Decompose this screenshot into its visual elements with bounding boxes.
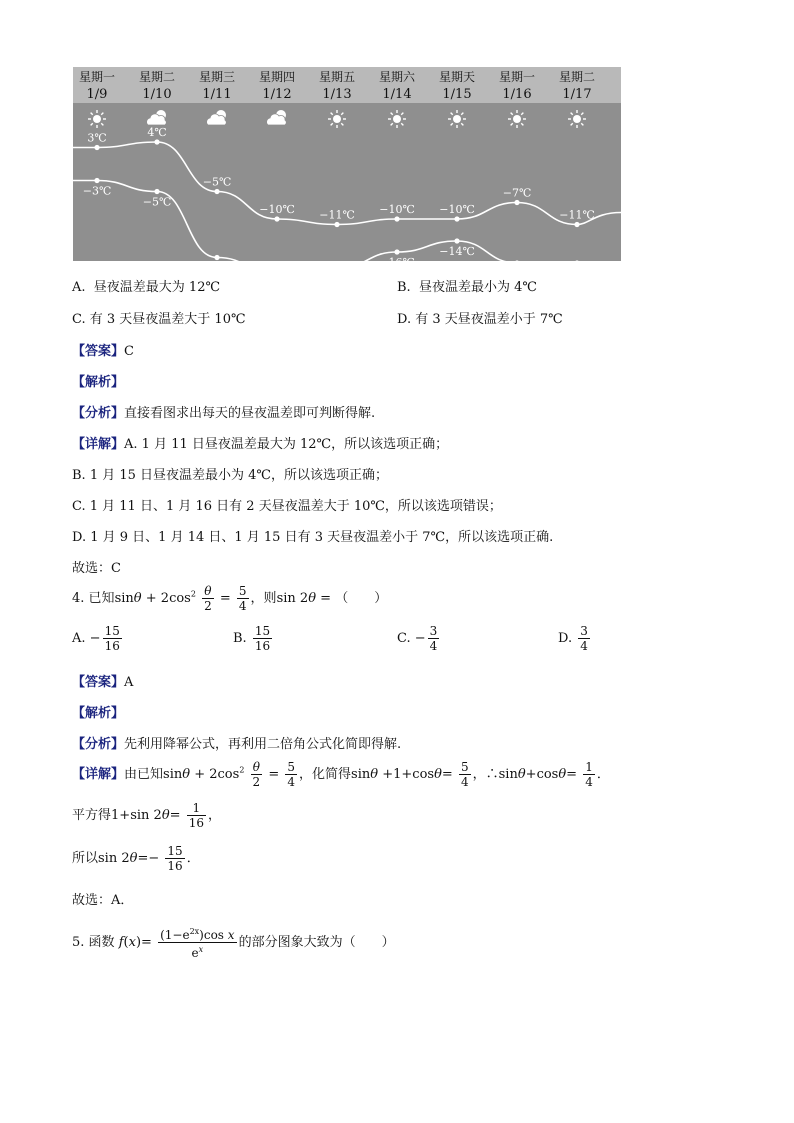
denominator: 4 <box>460 775 469 789</box>
var-x: x <box>128 935 136 950</box>
high-temp-label: 4℃ <box>147 126 167 139</box>
date-label: 1/16 <box>502 87 532 102</box>
plus: + <box>401 767 413 782</box>
numerator: θ <box>202 584 214 599</box>
weekday-label: 星期六 <box>378 70 416 84</box>
denominator: 4 <box>429 639 438 653</box>
date-label: 1/15 <box>442 87 472 102</box>
numerator: 1 <box>187 801 206 816</box>
exponent: 2x <box>189 927 200 936</box>
fenxi-tag: 【分析】 <box>72 406 125 421</box>
fraction-5-4 <box>459 760 471 789</box>
cos-text: cos <box>536 767 559 782</box>
fraction-3-4 <box>578 624 590 653</box>
high-temp-point <box>274 216 279 221</box>
option-letter: C. <box>397 631 411 646</box>
denominator: 16 <box>167 859 183 873</box>
coef: 2 <box>153 808 162 823</box>
numerator: 5 <box>460 760 469 774</box>
q3-option-d <box>397 308 563 327</box>
q3-option-a <box>72 276 220 295</box>
high-temp-label: −5℃ <box>202 175 232 189</box>
option-letter: C. <box>72 312 86 327</box>
one: 1 <box>111 808 120 823</box>
date-label: 1/14 <box>382 87 412 102</box>
q3-analysis-heading <box>72 371 124 390</box>
numerator: 15 <box>104 624 120 638</box>
q4-option-a <box>72 624 124 653</box>
date-label: 1/9 <box>86 87 108 102</box>
fraction-theta-2 <box>202 584 214 613</box>
denominator: 4 <box>238 599 247 613</box>
therefore-symbol: ∴ <box>485 767 499 782</box>
stem-text: 函数 <box>88 935 115 950</box>
high-temp-label: −10℃ <box>439 203 475 216</box>
date-label: 1/11 <box>202 87 232 102</box>
stem-text: ，则 <box>250 591 277 606</box>
minus: − <box>414 631 426 646</box>
q3-answer <box>72 340 134 359</box>
theta: θ <box>133 591 142 606</box>
sun-icon <box>328 110 346 128</box>
weekday-label: 星期二 <box>138 70 176 84</box>
answer-tag: 【答案】 <box>72 344 125 359</box>
option-letter: B. <box>233 631 247 646</box>
fenxi-tag: 【分析】 <box>72 737 125 752</box>
exponent: x <box>198 945 204 954</box>
xiangjie-line-a: A. 1 月 11 日昼夜温差最大为 12℃，所以该选项正确； <box>124 437 449 452</box>
theta: θ <box>129 851 138 866</box>
cos-text: cos <box>169 591 191 606</box>
low-temp-label: −18℃ <box>559 267 595 280</box>
q4-choose: 故选：A． <box>72 893 134 908</box>
date-label: 1/17 <box>562 87 592 102</box>
low-temp-point <box>214 255 219 260</box>
weekday-label: 星期天 <box>438 70 476 84</box>
question-number: 4. <box>72 591 85 606</box>
denominator: 16 <box>104 639 120 653</box>
analysis-tag: 【解析】 <box>72 375 125 390</box>
q3-fenxi <box>72 402 375 421</box>
q4-answer <box>72 671 133 690</box>
option-letter: A. <box>72 631 86 646</box>
text: 由已知 <box>124 767 164 782</box>
weekday-label: 星期二 <box>558 70 596 84</box>
high-temp-point <box>514 200 519 205</box>
weekday-label: 星期三 <box>198 70 236 84</box>
question-number: 5. <box>72 935 85 950</box>
option-letter: A. <box>72 280 86 295</box>
q5-stem: 5. 函数 f(x)= $\frac{(1-e^{2x})\cos x}{e^x}$ 的部分图象大致为（ ） <box>72 927 395 960</box>
low-temp-point <box>334 266 339 271</box>
sun-icon <box>448 110 466 128</box>
numerator: θ <box>251 760 263 775</box>
numerator: 3 <box>580 624 588 638</box>
high-temp-label: 3℃ <box>87 131 107 145</box>
fraction-5-4 <box>285 760 297 789</box>
weekday-label: 星期五 <box>318 70 356 84</box>
high-temp-label: −7℃ <box>502 186 532 200</box>
low-temp-point <box>274 271 279 276</box>
minus: − <box>148 851 160 866</box>
fenxi-text: 直接看图求出每天的昼夜温差即可判断得解. <box>124 406 376 421</box>
xiangjie-line-c: C. 1 月 11 日、1 月 16 日有 2 天昼夜温差大于 10℃，所以该选项错误； <box>72 499 502 514</box>
numerator: 3 <box>429 624 438 638</box>
q4-result-line <box>72 844 200 873</box>
text: 所以 <box>72 851 99 866</box>
high-temp-label: −10℃ <box>259 203 295 216</box>
numerator: 15 <box>167 844 183 858</box>
theta: θ <box>182 767 191 782</box>
low-temp-label: −17℃ <box>199 261 235 275</box>
e: e <box>191 946 199 960</box>
fraction-15-16 <box>253 624 272 653</box>
high-temp-point <box>334 222 339 227</box>
theta: θ <box>161 808 170 823</box>
low-temp-label: −18℃ <box>499 267 535 280</box>
option-letter: B. <box>397 280 411 295</box>
numerator: 15 <box>254 624 271 638</box>
low-temp-point <box>514 260 519 265</box>
low-temp-point <box>94 178 99 183</box>
q4-analysis-heading <box>72 702 124 721</box>
high-temp-point <box>394 216 399 221</box>
equals: = <box>219 591 231 606</box>
fraction-15-16 <box>165 844 184 873</box>
high-temp-label: −10℃ <box>379 203 415 216</box>
option-text: 有 3 天昼夜温差小于 7℃ <box>415 312 563 327</box>
option-letter: D. <box>558 631 573 646</box>
theta: θ <box>308 591 317 606</box>
low-temp-label: −19℃ <box>319 272 355 286</box>
sun-icon <box>88 110 106 128</box>
q3-xiangjie <box>72 433 448 452</box>
option-text: 有 3 天昼夜温差大于 10℃ <box>89 312 246 327</box>
fraction-15-16 <box>103 624 122 653</box>
plus: + <box>194 767 206 782</box>
xiangjie-tag: 【详解】 <box>72 437 125 452</box>
xiangjie-tag: 【详解】 <box>72 767 125 782</box>
sin-text: sin <box>98 851 118 866</box>
function-f: f <box>118 935 124 950</box>
q3-choose: 故选：C <box>72 561 121 576</box>
sin-text: sin <box>498 767 518 782</box>
plus: + <box>382 767 394 782</box>
low-temp-point <box>574 260 579 265</box>
low-temp-label: −5℃ <box>142 195 172 209</box>
cos-text: cos <box>217 767 240 782</box>
plus: + <box>119 808 131 823</box>
option-text: 昼夜温差最大为 12℃ <box>93 280 221 295</box>
var-x: x <box>227 928 235 942</box>
comma: ， <box>472 767 486 782</box>
e: e <box>182 928 190 942</box>
plus: + <box>145 591 157 606</box>
coef: 2 <box>299 591 309 606</box>
exponent: 2 <box>190 589 196 599</box>
coef: 2 <box>160 591 170 606</box>
sin-text: sin <box>351 767 371 782</box>
stem-text: 的部分图象大致为（ ） <box>238 935 395 950</box>
stem-text: 已知 <box>88 591 115 606</box>
equals: = <box>566 767 578 782</box>
q4-option-d <box>558 624 592 653</box>
q4-stem <box>72 584 387 613</box>
equals: = <box>137 851 149 866</box>
low-temp-label: −20℃ <box>259 278 295 291</box>
high-temp-point <box>574 222 579 227</box>
one: 1 <box>164 928 173 942</box>
analysis-tag: 【解析】 <box>72 706 125 721</box>
fraction-3-4 <box>428 624 440 653</box>
denominator: 16 <box>254 639 271 653</box>
q3-option-b <box>397 276 537 295</box>
sin-text: sin <box>114 591 134 606</box>
low-temp-point <box>154 189 159 194</box>
sin-text: sin <box>276 591 296 606</box>
sin-text: sin <box>163 767 183 782</box>
q4-option-c <box>397 624 441 653</box>
date-label: 1/10 <box>142 87 172 102</box>
answer-value: C <box>124 344 134 359</box>
theta: θ <box>370 767 379 782</box>
coef: 2 <box>209 767 218 782</box>
date-label: 1/13 <box>322 87 352 102</box>
xiangjie-line-b: B. 1 月 15 日昼夜温差最小为 4℃，所以该选项正确； <box>72 468 388 483</box>
stem-blank: （ ） <box>335 591 388 606</box>
denominator: 4 <box>585 775 593 789</box>
equals: = <box>268 767 280 782</box>
q4-xiangjie <box>72 760 610 789</box>
fraction-1-16 <box>187 801 206 830</box>
fraction-5-4 <box>237 584 249 613</box>
sun-icon <box>508 110 526 128</box>
plus: + <box>525 767 537 782</box>
denominator: 2 <box>252 775 261 789</box>
text: 平方得 <box>72 808 112 823</box>
denominator: 2 <box>204 599 212 613</box>
option-letter: D. <box>397 312 412 327</box>
sin-text: sin <box>130 808 150 823</box>
theta: θ <box>558 767 567 782</box>
high-temp-point <box>214 189 219 194</box>
xiangjie-line-d: D. 1 月 9 日、1 月 14 日、1 月 15 日有 3 天昼夜温差小于 7℃，所以该选项正确. <box>72 530 554 545</box>
numerator: 5 <box>238 584 247 598</box>
fenxi-text: 先利用降幂公式，再利用二倍角公式化简即得解. <box>124 737 402 752</box>
low-temp-label: −3℃ <box>82 184 112 198</box>
equals: = <box>320 591 332 606</box>
fraction-fx: $\frac{(1-e^{2x})\cos x}{e^x}$ <box>160 927 235 960</box>
low-temp-label: −16℃ <box>379 256 415 269</box>
text: ，化简得 <box>299 767 352 782</box>
exponent: 2 <box>239 765 245 775</box>
minus: − <box>89 631 101 646</box>
numerator: 1 <box>585 760 593 774</box>
high-temp-label: −11℃ <box>319 208 355 222</box>
denominator: 4 <box>580 639 588 653</box>
low-temp-point <box>454 238 459 243</box>
high-temp-point <box>154 139 159 144</box>
minus: − <box>172 928 183 942</box>
theta: θ <box>434 767 442 782</box>
fraction-1-4 <box>583 760 595 789</box>
theta: θ <box>517 767 526 782</box>
weekday-label: 星期四 <box>258 70 296 84</box>
high-temp-point <box>454 216 459 221</box>
coef: 2 <box>121 851 130 866</box>
fraction-theta-2 <box>251 760 263 789</box>
weekday-label: 星期一 <box>78 70 116 84</box>
period: ． <box>186 851 200 866</box>
comma: ， <box>207 808 221 823</box>
low-temp-label: −14℃ <box>439 245 475 258</box>
weekday-label: 星期一 <box>498 70 536 84</box>
sun-icon <box>388 110 406 128</box>
denominator: 4 <box>287 775 296 789</box>
one: 1 <box>393 767 402 782</box>
denominator: 16 <box>188 816 204 830</box>
q3-option-c <box>72 308 246 327</box>
cos-text: cos <box>203 928 224 942</box>
answer-tag: 【答案】 <box>72 675 125 690</box>
low-temp-point <box>394 249 399 254</box>
sun-icon <box>568 110 586 128</box>
period: ． <box>596 767 610 782</box>
cos-text: cos <box>412 767 435 782</box>
equals: = <box>141 935 152 950</box>
numerator: 5 <box>287 760 296 774</box>
answer-value: A <box>124 675 134 690</box>
q4-square-line <box>72 801 221 830</box>
option-text: 昼夜温差最小为 4℃ <box>418 280 537 295</box>
high-temp-point <box>94 145 99 150</box>
equals: = <box>169 808 181 823</box>
q4-fenxi <box>72 733 401 752</box>
date-label: 1/12 <box>262 87 292 102</box>
high-temp-label: −11℃ <box>559 208 595 222</box>
q4-option-b <box>233 624 274 653</box>
equals: = <box>441 767 453 782</box>
